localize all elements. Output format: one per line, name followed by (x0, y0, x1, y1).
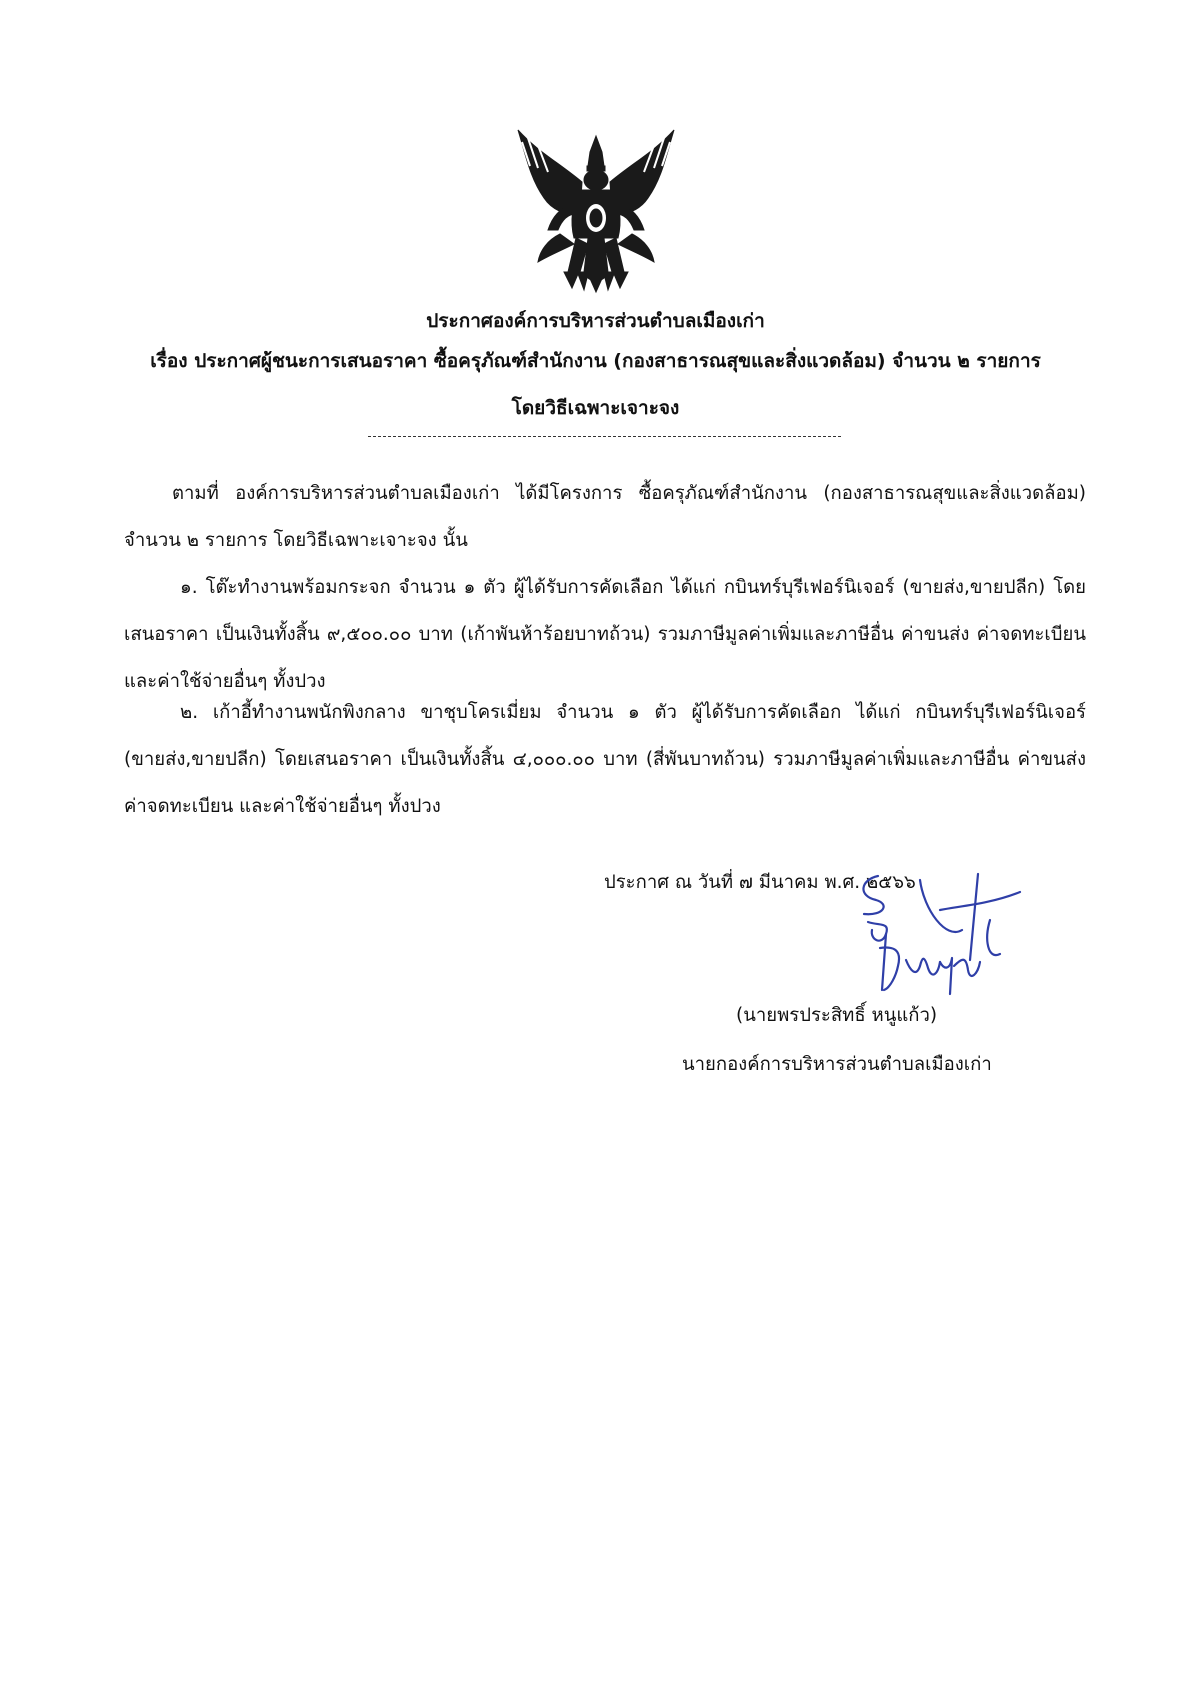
procurement-method: โดยวิธีเฉพาะเจาะจง (511, 397, 680, 419)
announcement-subject: เรื่อง ประกาศผู้ชนะการเสนอราคา ซื้อครุภัณฑ์สำนักงาน (กองสาธารณสุขและสิ่งแวดล้อม) จำนวน ๒ รายการ (150, 350, 1041, 372)
garuda-emblem-icon (508, 122, 684, 298)
intro-paragraph: ตามที่ องค์การบริหารส่วนตำบลเมืองเก่า ได้มีโครงการ ซื้อครุภัณฑ์สำนักงาน (กองสาธารณสุขและสิ่งแวดล้อม) จำนวน ๒ รายการ โดยวิธีเฉพาะเจาะจง นั้น (124, 483, 1086, 551)
handwritten-signature-icon (850, 870, 1030, 1006)
announcement-heading: ประกาศองค์การบริหารส่วนตำบลเมืองเก่า (426, 310, 765, 332)
dashed-divider (368, 436, 841, 437)
signer-title: นายกองค์การบริหารส่วนตำบลเมืองเก่า (682, 1054, 992, 1075)
item-2-paragraph: ๒. เก้าอี้ทำงานพนักพิงกลาง ขาชุบโครเมี่ยม จำนวน ๑ ตัว ผู้ได้รับการคัดเลือก ได้แก่ กบินทร์บุรีเฟอร์นิเจอร์ (ขายส่ง,ขายปลีก) โดยเสนอราคา เป็นเงินทั้งสิ้น ๔,๐๐๐.๐๐ บาท (สี่พันบาทถ้วน) รวมภาษีมูลค่าเพิ่มและภาษีอื่น ค่าขนส่ง ค่าจดทะเบียน และค่าใช้จ่ายอื่นๆ ทั้งปวง (124, 702, 1086, 817)
announcement-date: ประกาศ ณ วันที่ ๗ มีนาคม พ.ศ. ๒๕๖๖ (604, 872, 916, 893)
signer-name: (นายพรประสิทธิ์ หนูแก้ว) (736, 1005, 938, 1026)
item-1-paragraph: ๑. โต๊ะทำงานพร้อมกระจก จำนวน ๑ ตัว ผู้ได้รับการคัดเลือก ได้แก่ กบินทร์บุรีเฟอร์นิเจอร์ (ขายส่ง,ขายปลีก) โดยเสนอราคา เป็นเงินทั้งสิ้น ๙,๕๐๐.๐๐ บาท (เก้าพันห้าร้อยบาทถ้วน) รวมภาษีมูลค่าเพิ่มและภาษีอื่น ค่าขนส่ง ค่าจดทะเบียน และค่าใช้จ่ายอื่นๆ ทั้งปวง (124, 577, 1086, 692)
